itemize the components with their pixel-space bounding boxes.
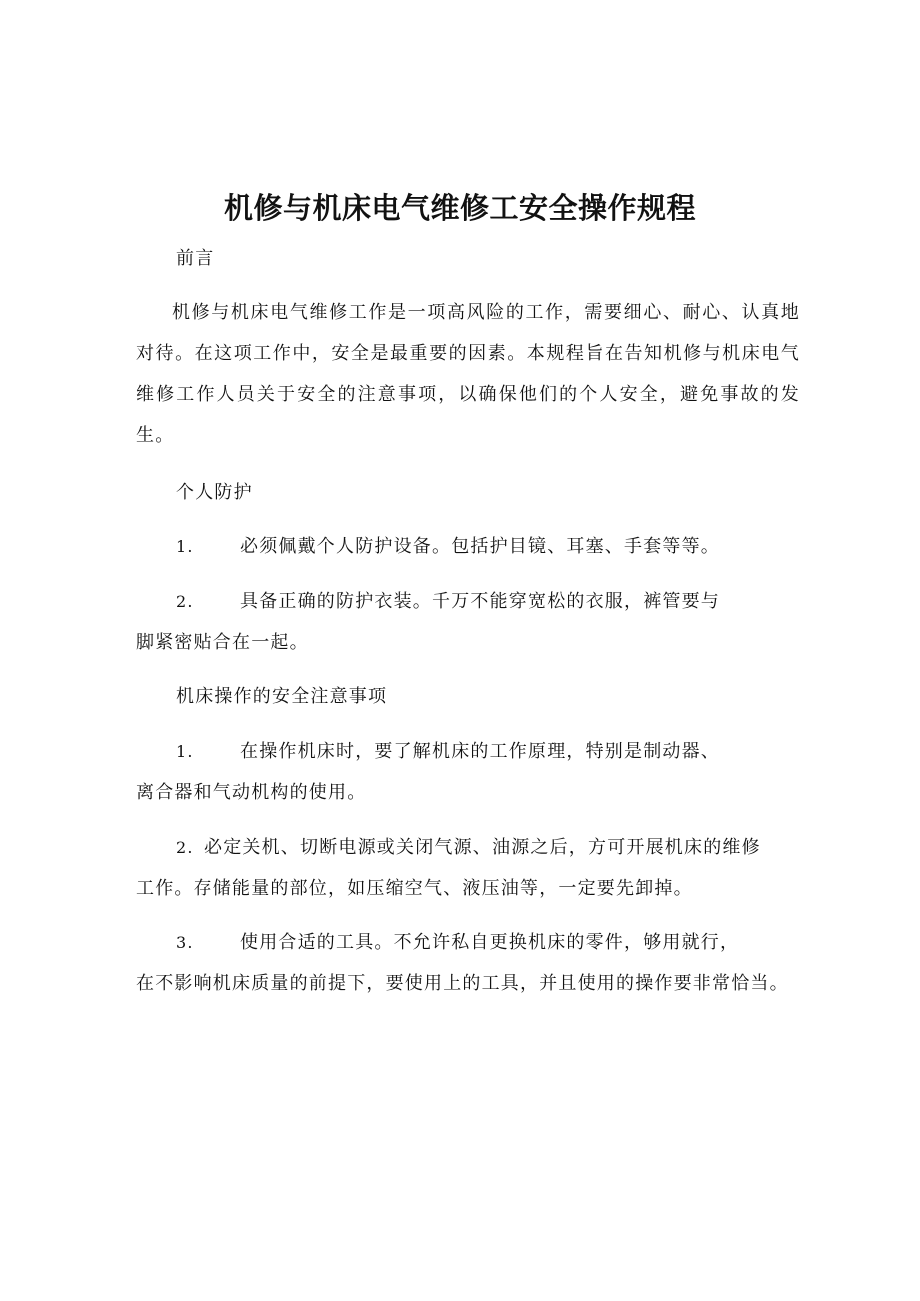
list-item-number: 1. xyxy=(176,742,194,761)
list-item-text: 在操作机床时，要了解机床的工作原理，特别是制动器、 xyxy=(240,741,720,762)
list-item xyxy=(136,526,800,567)
list-item-number: 2. xyxy=(176,838,194,857)
section-heading-preface: 前言 xyxy=(176,248,215,269)
list-item-text-continued: 脚紧密贴合在一起。 xyxy=(136,632,309,653)
list-item-text-continued: 工作。存储能量的部位，如压缩空气、液压油等，一定要先卸掉。 xyxy=(136,878,693,899)
list-item-number: 2. xyxy=(176,592,194,611)
list-item xyxy=(136,581,800,663)
list-item-text: 必须佩戴个人防护设备。包括护目镜、耳塞、手套等等。 xyxy=(240,536,720,557)
preface-paragraph: 机修与机床电气维修工作是一项高风险的工作，需要细心、耐心、认真地对待。在这项工作中，安全是最重要的因素。本规程旨在告知机修与机床电气维修工作人员关于安全的注意事项，以确保他们的个人安全，避免事故的发生。 xyxy=(136,302,800,446)
list-item xyxy=(136,827,800,909)
list-item-number: 3. xyxy=(176,933,194,952)
document-title: 机修与机床电气维修工安全操作规程 xyxy=(223,191,696,225)
list-item-text-continued: 在不影响机床质量的前提下，要使用上的工具，并且使用的操作要非常恰当。 xyxy=(136,973,789,994)
list-item xyxy=(136,922,800,1004)
section-heading-personal-protection: 个人防护 xyxy=(176,482,253,503)
list-item-text: 必定关机、切断电源或关闭气源、油源之后，方可开展机床的维修 xyxy=(204,837,761,858)
list-item-text-continued: 离合器和气动机构的使用。 xyxy=(136,782,367,803)
list-item-text: 具备正确的防护衣装。千万不能穿宽松的衣服，裤管要与 xyxy=(240,591,720,612)
section-heading-machine-safety: 机床操作的安全注意事项 xyxy=(176,686,388,707)
list-item-text: 使用合适的工具。不允许私自更换机床的零件，够用就行， xyxy=(240,932,740,953)
list-item-number: 1. xyxy=(176,537,194,556)
list-item xyxy=(136,731,800,813)
